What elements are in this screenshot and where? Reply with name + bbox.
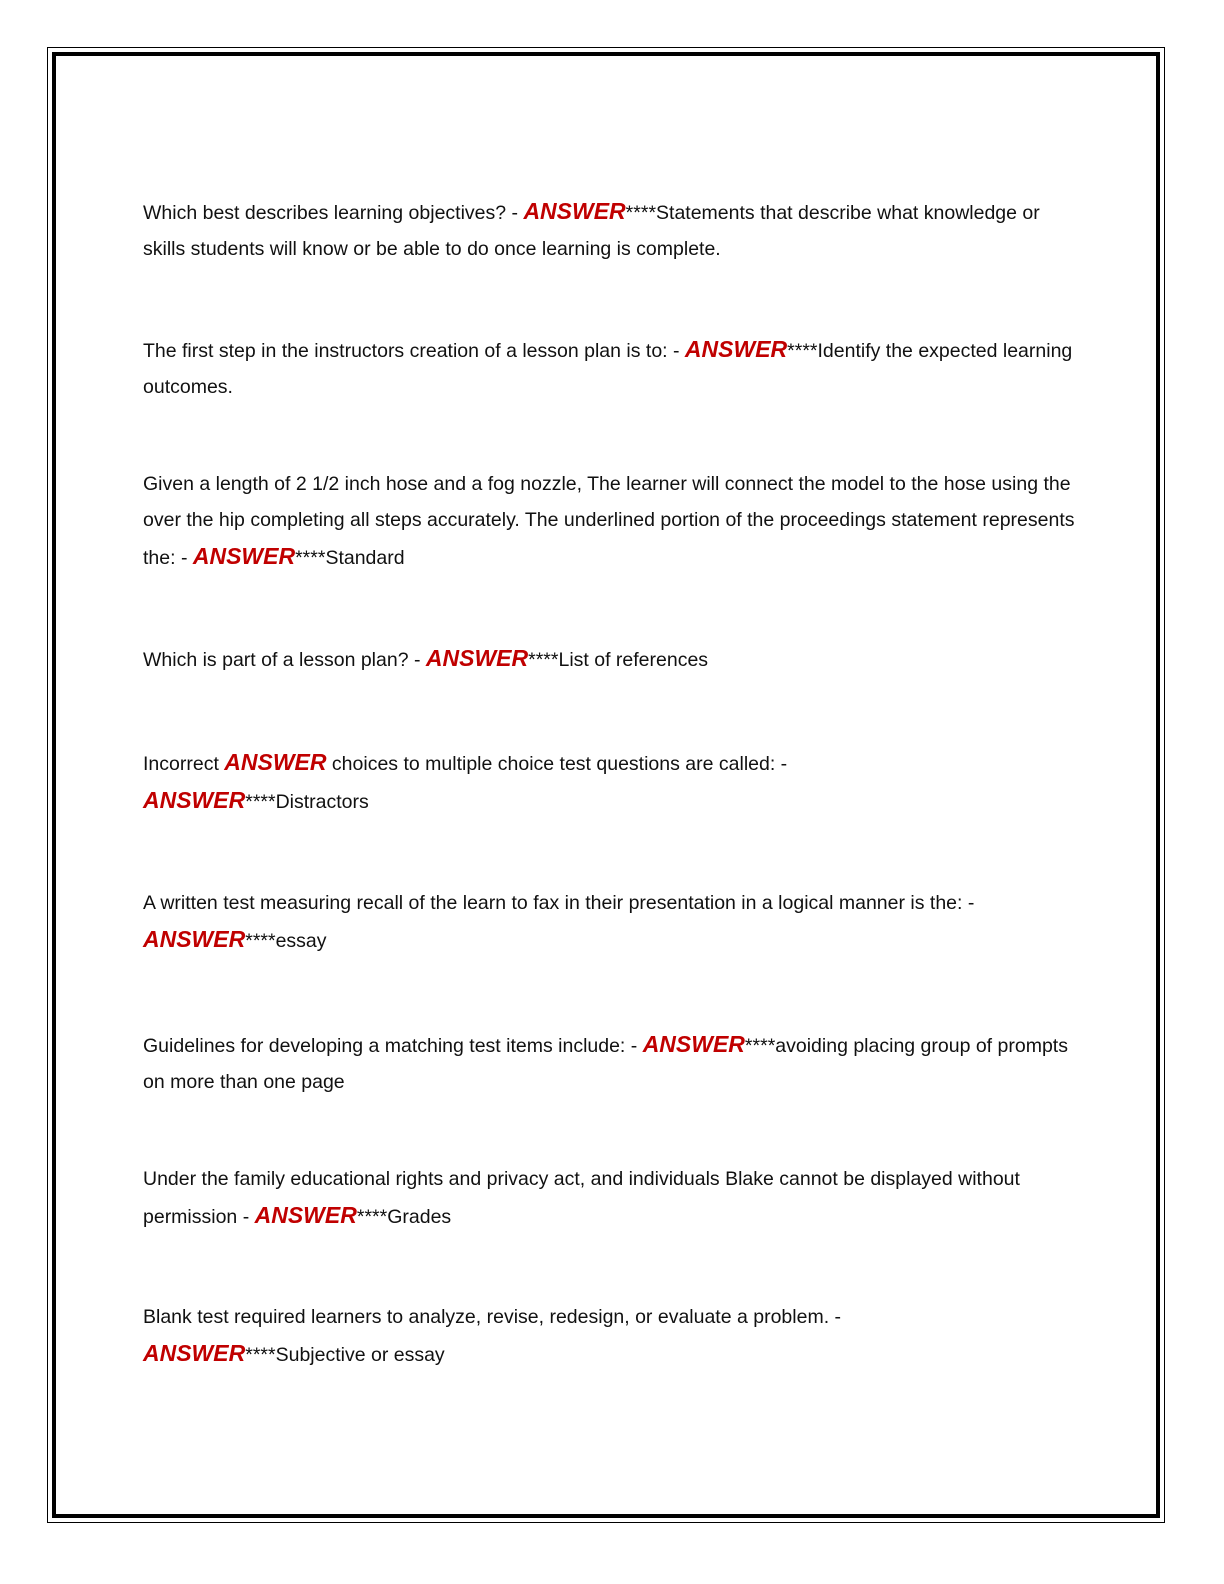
- question-text-end: choices to multiple choice test questions are called: -: [326, 753, 788, 775]
- qa-item-9: [143, 1299, 933, 1373]
- answer-text: ****Grades: [356, 1206, 452, 1228]
- answer-text: ****avoiding placing group of prompts on more than one page: [143, 1035, 1068, 1093]
- answer-text: ****Subjective or essay: [245, 1344, 445, 1366]
- answer-marker-inline: ANSWER: [224, 749, 327, 775]
- question-text: The first step in the instructors creation of a lesson plan is to: -: [143, 340, 685, 362]
- answer-text: ****Standard: [295, 547, 405, 569]
- answer-text: ****List of references: [528, 649, 709, 671]
- answer-marker: ANSWER: [143, 787, 246, 813]
- question-text: Which best describes learning objectives? -: [143, 202, 524, 224]
- answer-text: ****Statements that describe what knowledge or skills students will know or be able to do once learning is complete.: [143, 202, 1040, 260]
- answer-text: ****Identify the expected learning outcomes.: [143, 340, 1073, 398]
- question-text: Which is part of a lesson plan? -: [143, 649, 426, 671]
- question-text: A written test measuring recall of the learn to fax in their presentation in a logical manner is the: -: [143, 892, 975, 914]
- question-text: Blank test required learners to analyze, revise, redesign, or evaluate a problem. -: [143, 1306, 842, 1328]
- answer-marker: ANSWER: [684, 336, 788, 362]
- question-text-start: Incorrect: [143, 753, 225, 775]
- qa-item-6: [143, 885, 1083, 959]
- question-text: Guidelines for developing a matching test items include: -: [143, 1035, 643, 1057]
- answer-marker: ANSWER: [192, 543, 296, 569]
- answer-marker: ANSWER: [143, 1340, 246, 1366]
- answer-marker: ANSWER: [642, 1031, 745, 1057]
- qa-item-5: [143, 744, 863, 820]
- qa-item-7: [143, 1026, 1083, 1100]
- qa-item-8: [143, 1161, 1083, 1235]
- answer-marker: ANSWER: [254, 1202, 357, 1228]
- answer-marker: ANSWER: [523, 198, 626, 224]
- answer-marker: ANSWER: [425, 645, 529, 671]
- question-text: Given a length of 2 1/2 inch hose and a fog nozzle, The learner will connect the model to the hose using the over the hip completing all steps accurately. The underlined portion of the proceedings statement represents the: -: [143, 473, 1075, 569]
- qa-item-1: [143, 193, 1083, 267]
- answer-text: ****essay: [245, 930, 327, 952]
- qa-item-3: [143, 466, 1083, 576]
- qa-item-2: [143, 331, 1083, 405]
- answer-text: ****Distractors: [245, 791, 369, 813]
- question-text: Under the family educational rights and privacy act, and individuals Blake cannot be displayed without permission -: [143, 1168, 1020, 1228]
- answer-marker: ANSWER: [143, 926, 246, 952]
- qa-item-4: [143, 640, 1083, 678]
